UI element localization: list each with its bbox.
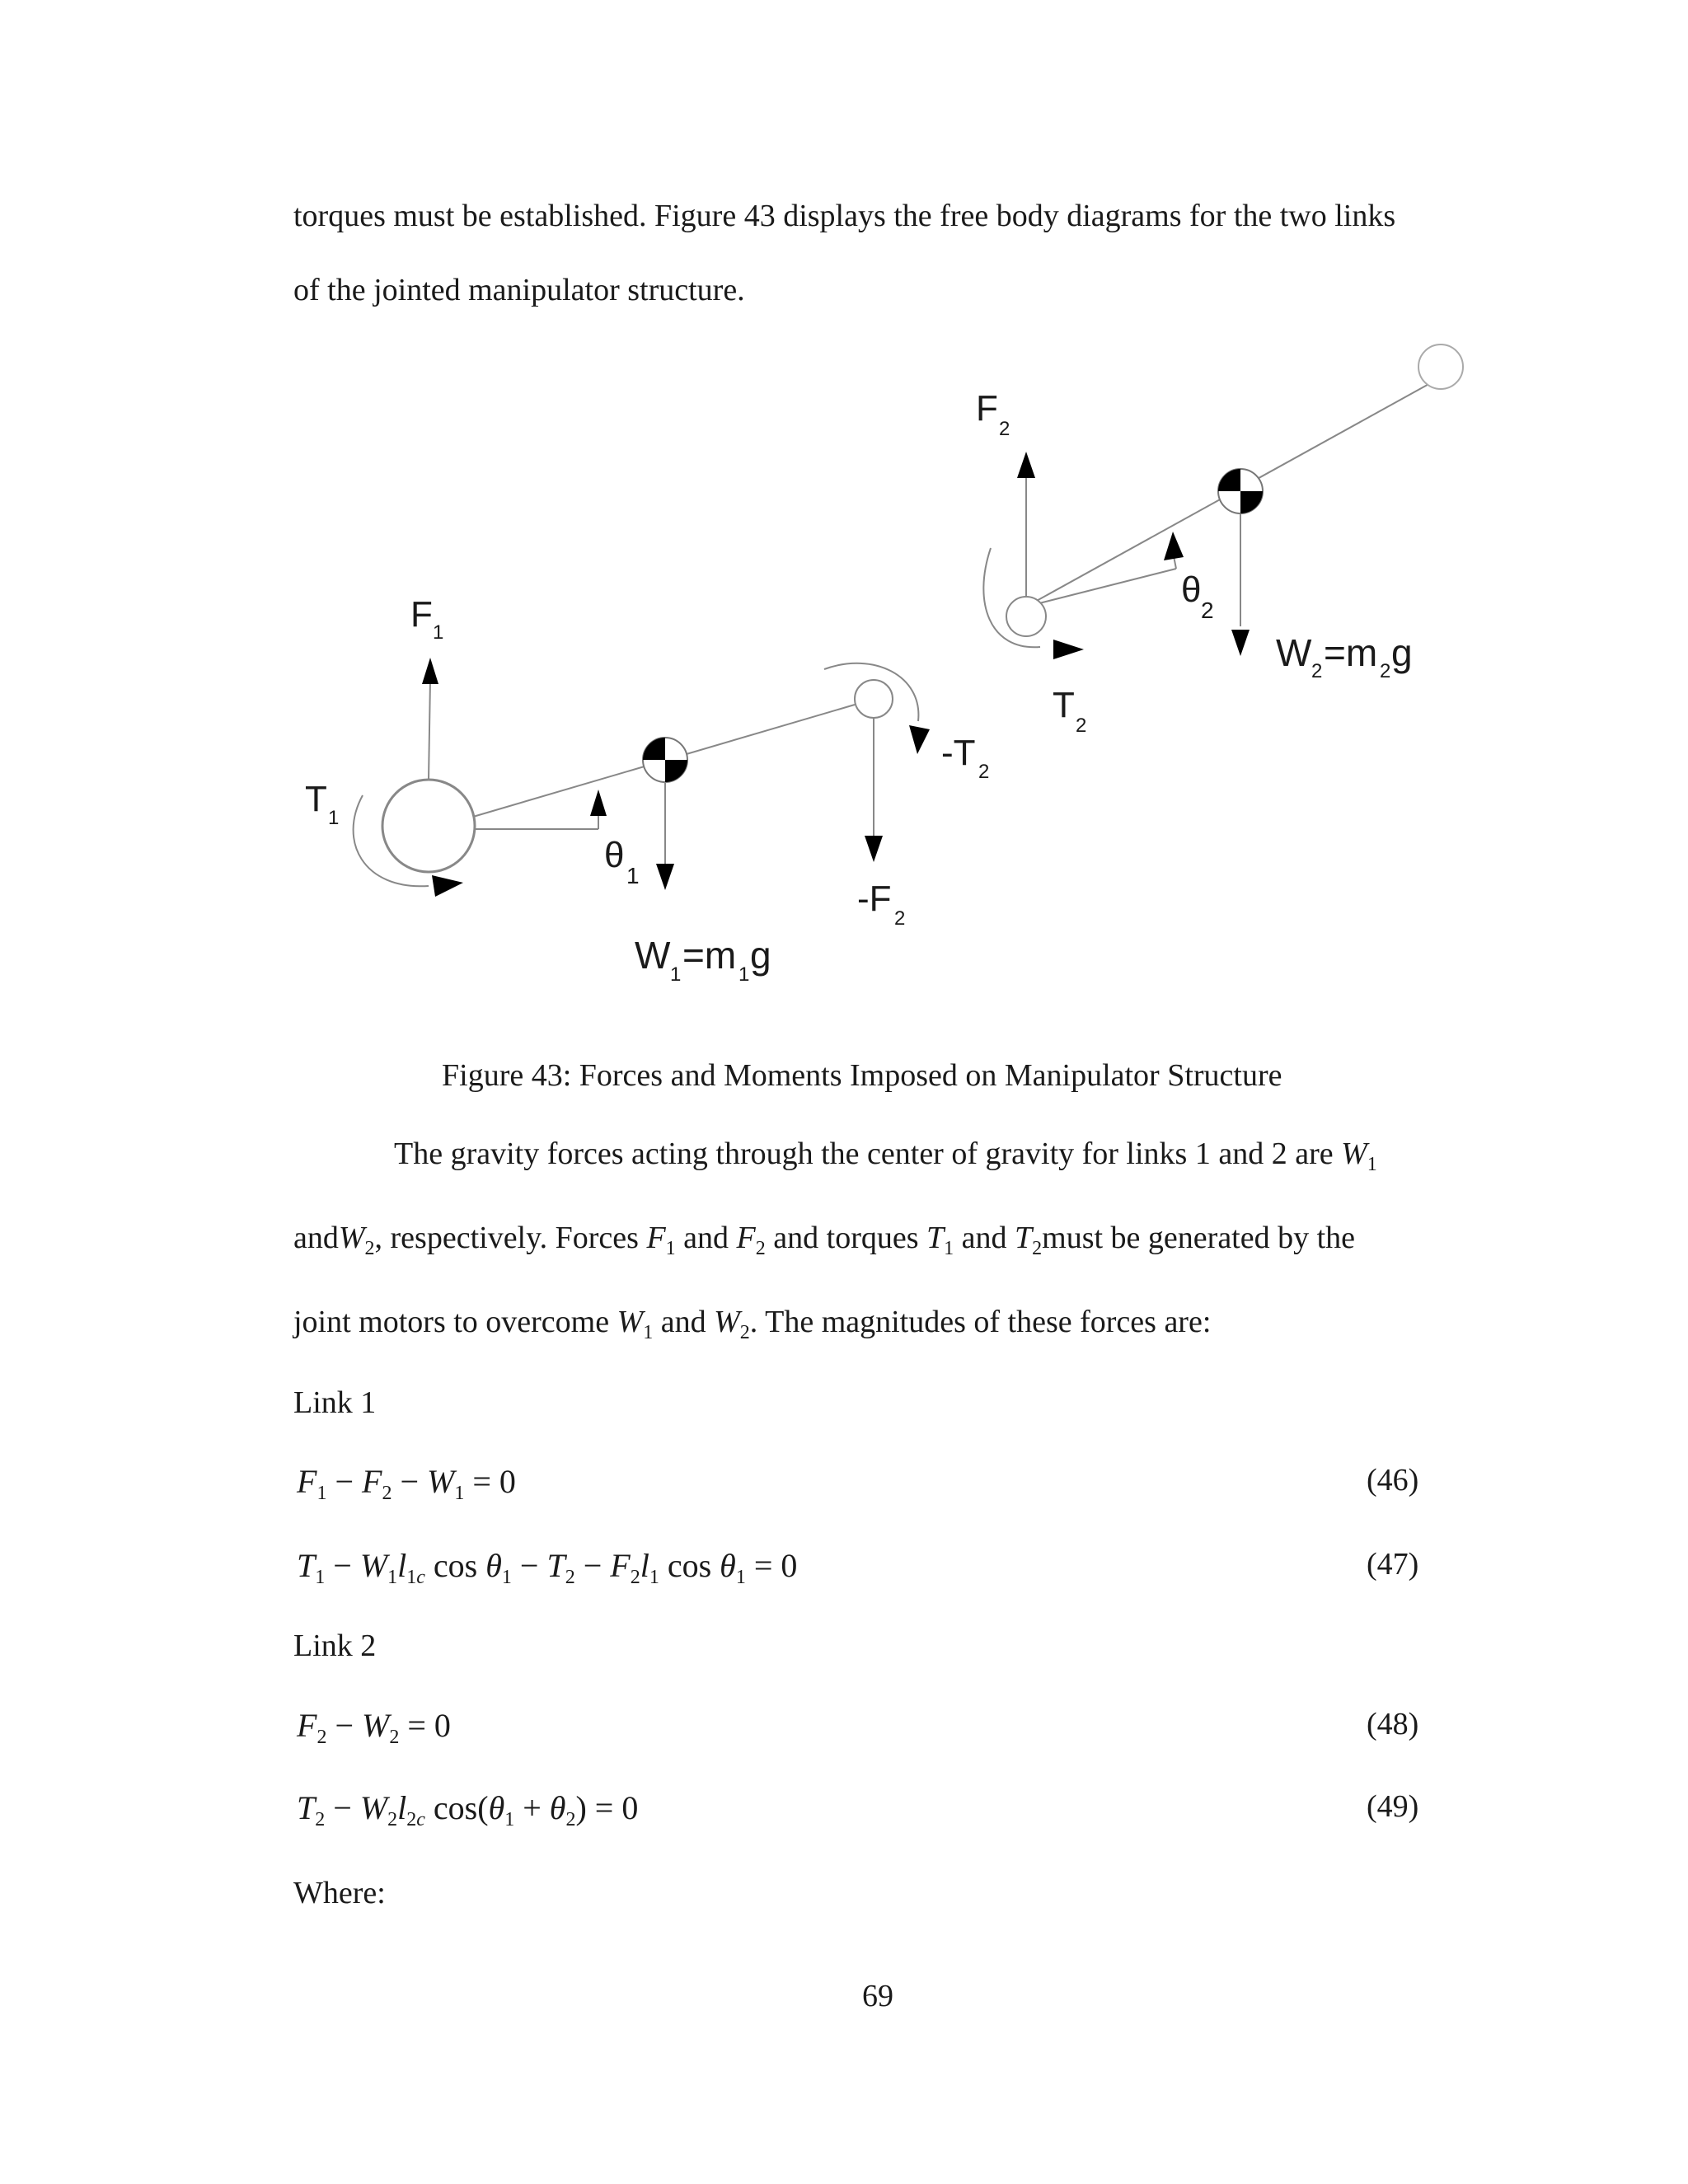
link2-center-of-gravity	[1218, 469, 1263, 513]
svg-text:g: g	[1391, 631, 1413, 674]
svg-text:θ: θ	[604, 835, 625, 875]
svg-text:2: 2	[1076, 715, 1087, 737]
label-f1	[410, 594, 443, 644]
t2-arrow-head	[1053, 640, 1084, 659]
link2-base-joint	[1006, 597, 1046, 636]
theta2-arrow-head	[1164, 532, 1184, 560]
svg-text:1: 1	[670, 963, 682, 986]
equation-49: $T_2 - W_2l_{2c}$ $\cos(\theta_1 + \theta_2) = 0$	[297, 1789, 639, 1830]
equation-number-47: (47)	[1367, 1547, 1419, 1582]
svg-text:θ: θ	[1181, 569, 1202, 610]
svg-text:W: W	[635, 934, 671, 977]
svg-text:2: 2	[1201, 598, 1214, 623]
svg-text:2: 2	[1380, 660, 1391, 682]
svg-text:W: W	[1276, 631, 1312, 674]
f1-arrow-head	[422, 658, 438, 684]
label-w1	[635, 934, 771, 986]
equation-number-49: (49)	[1367, 1789, 1419, 1824]
svg-text:F: F	[410, 594, 433, 635]
label-t1	[305, 779, 339, 829]
w1-arrow-head	[656, 864, 674, 890]
svg-text:1: 1	[738, 963, 750, 986]
link1-base-joint	[382, 780, 475, 872]
label-t2	[1053, 685, 1086, 737]
link2-end-joint	[1418, 344, 1463, 389]
equation-number-48: (48)	[1367, 1707, 1419, 1741]
label-minus-t2	[941, 733, 989, 783]
theta1-arrow-head	[590, 790, 607, 816]
svg-text:=m: =m	[1324, 631, 1378, 674]
equation-47: $T_1 - W_1l_{1c}$ $\cos \theta_1 - T_2 - F_2l_1$ $\cos \theta_1 = 0$	[297, 1547, 798, 1588]
svg-text:g: g	[750, 934, 771, 977]
equation-48: $F_2 - W_2 = 0$	[297, 1707, 451, 1748]
svg-text:F: F	[976, 388, 998, 429]
page-number: 69	[862, 1979, 893, 2013]
svg-text:2: 2	[1311, 660, 1323, 682]
svg-text:1: 1	[626, 863, 640, 888]
svg-text:=m: =m	[682, 934, 737, 977]
equation-46: $F_1 - F_2 - W_1 = 0$	[297, 1463, 516, 1504]
label-f2	[976, 388, 1010, 440]
t1-arrow-head	[432, 875, 463, 897]
minus-f2-arrow-head	[865, 836, 883, 862]
theta2-reference-line	[1026, 569, 1176, 607]
svg-text:T: T	[1053, 685, 1075, 725]
figure-caption: Figure 43: Forces and Moments Imposed on Manipulator Structure	[442, 1058, 1282, 1093]
svg-text:-T: -T	[941, 733, 976, 773]
label-theta1	[604, 835, 640, 888]
w2-arrow-head	[1231, 630, 1250, 656]
f2-arrow-head	[1017, 452, 1035, 478]
label-w2	[1276, 631, 1413, 682]
label-theta2	[1181, 569, 1214, 623]
link1-center-of-gravity	[643, 738, 687, 782]
free-body-diagram	[280, 330, 1492, 1005]
svg-text:1: 1	[433, 621, 444, 644]
free-body-diagram-figure	[280, 330, 1492, 1005]
gravity-line-2: andW$_2$, respectively. Forces $F_1$ and $F_2$ and torques $T_1$ and $T_2must$ be generated by the	[293, 1221, 1356, 1259]
section-link-1: Link 1	[293, 1385, 377, 1420]
where-label: Where:	[293, 1876, 386, 1910]
minus-t2-arrow-head	[909, 725, 930, 754]
intro-line-2: of the jointed manipulator structure.	[293, 273, 745, 307]
link1-elbow-joint	[855, 680, 893, 718]
equation-number-46: (46)	[1367, 1463, 1419, 1497]
svg-text:2: 2	[894, 907, 906, 930]
intro-line-1: torques must be established. Figure 43 displays the free body diagrams for the two links	[293, 199, 1396, 233]
label-minus-f2	[857, 879, 905, 930]
svg-text:2: 2	[978, 761, 990, 783]
f1-arrow-shaft	[429, 680, 430, 780]
svg-text:1: 1	[328, 807, 340, 829]
svg-text:2: 2	[999, 418, 1010, 440]
svg-text:T: T	[305, 779, 327, 819]
gravity-line-3: joint motors to overcome $W_1$ and $W_2$. The magnitudes of these forces are:	[293, 1305, 1212, 1343]
gravity-line-1: The gravity forces acting through the center of gravity for links 1 and 2 are $W_1$	[394, 1137, 1377, 1175]
section-link-2: Link 2	[293, 1629, 377, 1663]
svg-text:-F: -F	[857, 879, 892, 919]
